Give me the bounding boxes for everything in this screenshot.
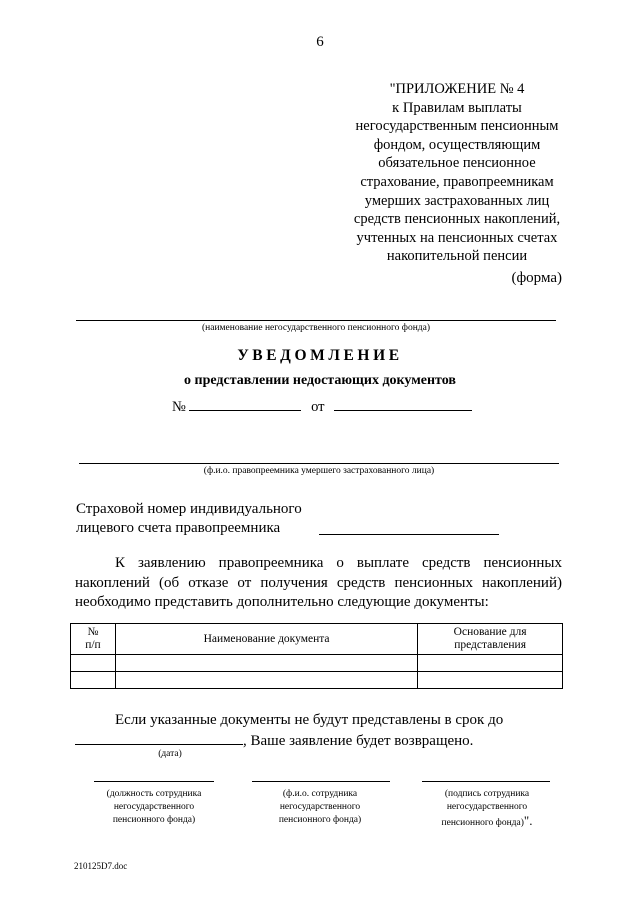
annex-line: средств пенсионных накоплений, xyxy=(353,211,561,228)
header-number-line-1: № xyxy=(87,626,99,638)
table-cell[interactable] xyxy=(115,672,417,689)
return-text-end: , Ваше заявление будет возвращено. xyxy=(243,733,474,749)
table-cell[interactable] xyxy=(115,655,417,672)
column-header-basis xyxy=(418,624,563,655)
documents-table xyxy=(70,623,563,689)
date-caption: (дата) xyxy=(158,749,182,759)
snils-line-2: лицевого счета правопреемника xyxy=(76,520,281,536)
request-text: К заявлению правопреемника о выплате средств пенсионных накоплений (об отказе от получения средств пенсионных накоплений) необходимо представить дополнительно следующие документы: xyxy=(75,555,562,610)
snils-line-1: Страховой номер индивидуального xyxy=(76,501,302,517)
table-cell[interactable] xyxy=(418,672,563,689)
signature-caption-line: негосударственного xyxy=(446,802,528,812)
position-signature-line[interactable] xyxy=(94,781,214,782)
successor-name-line[interactable] xyxy=(79,463,559,464)
number-field[interactable] xyxy=(189,396,301,411)
signature-caption xyxy=(412,788,562,830)
document-subtitle: о представлении недостающих документов xyxy=(184,373,456,388)
date-label: от xyxy=(311,399,325,415)
name-caption xyxy=(250,788,390,827)
annex-header xyxy=(322,80,592,266)
fund-name-caption: (наименование негосударственного пенсионного фонда) xyxy=(202,323,430,333)
table-cell[interactable] xyxy=(71,655,116,672)
name-caption-line: негосударственного xyxy=(279,802,361,812)
name-caption-line: (ф.и.о. сотрудника xyxy=(282,789,358,799)
column-header-document: Наименование документа xyxy=(115,624,417,655)
number-date-line xyxy=(172,396,472,416)
document-title: УВЕДОМЛЕНИЕ xyxy=(237,347,403,364)
table-header-row xyxy=(71,624,563,655)
successor-name-caption: (ф.и.о. правопреемника умершего застрахованного лица) xyxy=(203,466,435,476)
annex-line: страхование, правопреемникам xyxy=(360,173,554,190)
closing-quote: ". xyxy=(523,813,533,828)
signature-line[interactable] xyxy=(422,781,550,782)
annex-line: негосударственным пенсионным xyxy=(355,118,559,135)
column-header-number xyxy=(71,624,116,655)
annex-line: учтенных на пенсионных счетах xyxy=(356,229,558,246)
annex-line: "ПРИЛОЖЕНИЕ № 4 xyxy=(389,81,525,97)
footer-code: 210125D7.doc xyxy=(74,861,128,871)
header-basis-line-1: Основание для xyxy=(453,626,527,638)
table-cell[interactable] xyxy=(71,672,116,689)
table-cell[interactable] xyxy=(418,655,563,672)
position-caption-line: негосударственного xyxy=(113,802,195,812)
signature-caption-text: пенсионного фонда) xyxy=(441,818,524,828)
header-basis-line-2: представления xyxy=(454,639,526,651)
position-caption xyxy=(84,788,224,827)
name-caption-line: пенсионного фонда) xyxy=(278,815,362,825)
position-caption-line: пенсионного фонда) xyxy=(112,815,196,825)
number-label: № xyxy=(172,399,186,415)
snils-label xyxy=(76,500,302,538)
annex-line: фондом, осуществляющим xyxy=(373,136,541,153)
date-field[interactable] xyxy=(334,396,472,411)
position-caption-line: (должность сотрудника xyxy=(106,789,202,799)
annex-line: обязательное пенсионное xyxy=(378,155,536,172)
signature-caption-line xyxy=(412,814,562,830)
table-row xyxy=(71,655,563,672)
annex-line: накопительной пенсии xyxy=(386,248,528,265)
name-signature-line[interactable] xyxy=(252,781,390,782)
signature-caption-line: (подпись сотрудника xyxy=(444,789,530,799)
deadline-date-field[interactable] xyxy=(75,730,243,745)
header-number-line-2: п/п xyxy=(85,639,101,651)
page-number: 6 xyxy=(316,34,324,50)
snils-field[interactable] xyxy=(319,534,499,535)
annex-line: к Правилам выплаты xyxy=(392,99,522,116)
annex-line: умерших застрахованных лиц xyxy=(364,192,550,209)
return-text-start: Если указанные документы не будут представлены в срок до xyxy=(115,712,504,728)
fund-name-line[interactable] xyxy=(76,320,556,321)
request-paragraph xyxy=(75,554,562,613)
form-label: (форма) xyxy=(511,270,562,286)
table-row xyxy=(71,672,563,689)
return-paragraph xyxy=(75,710,562,751)
